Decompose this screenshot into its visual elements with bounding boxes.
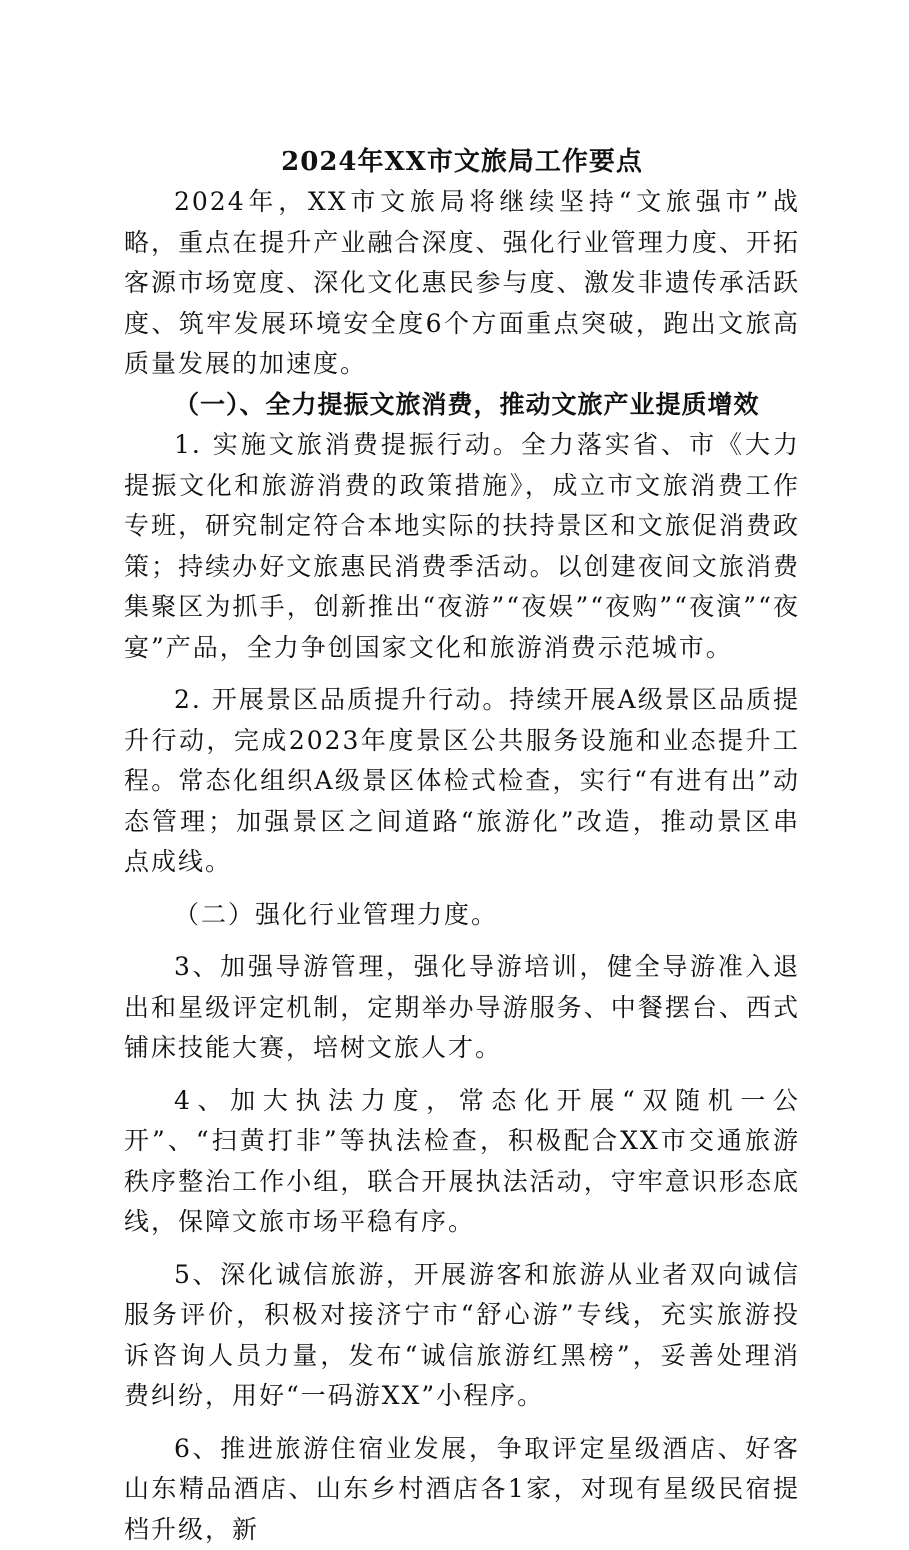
paragraph-item-3: 3、加强导游管理，强化导游培训，健全导游准入退出和星级评定机制，定期举办导游服务、中餐摆台、西式铺床技能大赛，培树文旅人才。 — [124, 947, 800, 1069]
paragraph-item-2: 2. 开展景区品质提升行动。持续开展A级景区品质提升行动，完成2023年度景区公共服务设施和业态提升工程。常态化组织A级景区体检式检查，实行“有进有出”动态管理；加强景区之间道路“旅游化”改造，推动景区串点成线。 — [124, 680, 800, 883]
section-heading-2: （二）强化行业管理力度。 — [124, 895, 800, 936]
section-heading-1: （一）、全力提振文旅消费，推动文旅产业提质增效 — [124, 385, 800, 426]
intro-paragraph: 2024年，XX市文旅局将继续坚持“文旅强市”战略，重点在提升产业融合深度、强化行业管理力度、开拓客源市场宽度、深化文化惠民参与度、激发非遗传承活跃度、筑牢发展环境安全度6个方面重点突破，跑出文旅高质量发展的加速度。 — [124, 182, 800, 385]
paragraph-item-6: 6、推进旅游住宿业发展，争取评定星级酒店、好客山东精品酒店、山东乡村酒店各1家，对现有星级民宿提档升级，新 — [124, 1429, 800, 1550]
document-title: 2024年XX市文旅局工作要点 — [124, 142, 800, 182]
paragraph-item-1: 1. 实施文旅消费提振行动。全力落实省、市《大力提振文化和旅游消费的政策措施》，成立市文旅消费工作专班，研究制定符合本地实际的扶持景区和文旅促消费政策；持续办好文旅惠民消费季活动。以创建夜间文旅消费集聚区为抓手，创新推出“夜游”“夜娱”“夜购”“夜演”“夜宴”产品，全力争创国家文化和旅游消费示范城市。 — [124, 425, 800, 668]
paragraph-item-4: 4、加大执法力度，常态化开展“双随机一公开”、“扫黄打非”等执法检查，积极配合XX市交通旅游秩序整治工作小组，联合开展执法活动，守牢意识形态底线，保障文旅市场平稳有序。 — [124, 1081, 800, 1243]
document-body — [124, 142, 800, 1550]
paragraph-item-5: 5、深化诚信旅游，开展游客和旅游从业者双向诚信服务评价，积极对接济宁市“舒心游”专线，充实旅游投诉咨询人员力量，发布“诚信旅游红黑榜”，妥善处理消费纠纷，用好“一码游XX”小程序。 — [124, 1255, 800, 1417]
